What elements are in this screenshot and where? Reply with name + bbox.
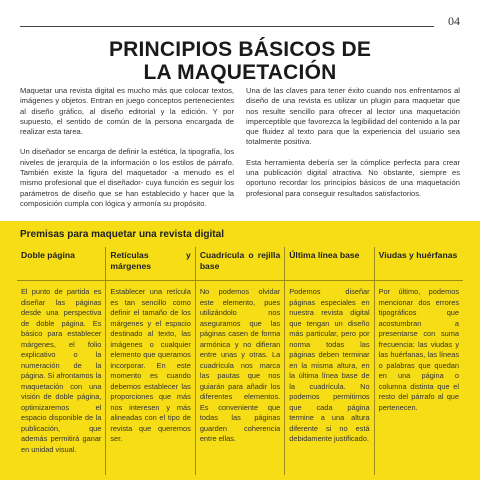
premisa-heading: Última línea base xyxy=(285,247,373,281)
premisa-doble-pagina xyxy=(17,247,106,475)
premisa-heading: Retículas y márgenes xyxy=(106,247,194,281)
premisa-body: Podemos diseñar páginas especiales en nuestra revista digital que tengan un diseño más particular, pero por norma todas las páginas deben terminar en la misma altura, en la última línea base de la cuadrícula. No podemos permitirnos que cada página termine a una altura diferente si no está debidamente justificado. xyxy=(289,287,370,443)
premisas-grid xyxy=(17,247,463,475)
page-number: 04 xyxy=(448,14,460,28)
header-rule xyxy=(20,26,434,27)
premisa-viudas xyxy=(375,247,463,475)
premisa-heading: Doble página xyxy=(17,247,105,281)
premisa-body: El punto de partida es diseñar las páginas desde una perspectiva de doble página. Es básico para establecer márgenes, el folio explicativo o la numeración de la página. Si afrontamos la maquetación con una visión de doble página, optimizaremos el espacio disponible de la publicación, que además permitirá ganar en unidad visual. xyxy=(21,287,102,454)
page-title-line-2: LA MAQUETACIÓN xyxy=(143,61,337,84)
premisas-title: Premisas para maquetar una revista digital xyxy=(20,229,224,240)
intro-column-right xyxy=(246,86,460,219)
premisa-body: No podemos olvidar este elemento, pues utilizándolo nos aseguramos que las páginas casen de forma armónica y no difieran entre unas y otras. La cuadrícula nos marca las pautas que nos guiarán para añadir los diferentes elementos. Es conveniente que todas las páginas guarden coherencia entre ellas. xyxy=(199,287,281,443)
premisa-heading: Cuadrícula o rejilla base xyxy=(196,247,284,281)
premisa-body: Establecer una retícula es tan sencillo como definir el tamaño de los márgenes y el espacio destinado al texto, las imágenes o cualquier elemento que queramos incorporar. En este momento es cuando debemos establecer las proporciones que más nos interesen y más alineadas con el tipo de revista que queremos ser. xyxy=(110,287,191,443)
intro-paragraph: Esta herramienta debería ser la cómplice perfecta para crear una publicación digital atractiva. No obstante, siempre es oportuno recordar los principios básicos de una maquetación profesional para conseguir resultados satisfactorios. xyxy=(246,157,460,198)
page-header xyxy=(20,14,460,28)
intro-paragraph: Una de las claves para tener éxito cuando nos enfrentamos al diseño de una revista es utilizar un plugin para maquetar que nos resulte sencillo para ofrecer al lector una maquetación imperceptible que favorezca la legibilidad del contenido a la par que fluidez al texto para que la experiencia del usuario sea totalmente positiva. xyxy=(246,86,460,147)
premisa-heading: Viudas y huérfanas xyxy=(375,247,463,281)
premisas-box xyxy=(0,221,480,480)
page-title xyxy=(0,38,480,84)
intro-paragraph: Maquetar una revista digital es mucho más que colocar textos, imágenes y objetos. Entran en juego conceptos pertenecientes al diseño gráfico, al diseño editorial y la edición. Y por supuesto, el sentido de común de la persona encargada de realizar esta tarea. xyxy=(20,86,234,137)
page-title-line-1: PRINCIPIOS BÁSICOS DE xyxy=(108,38,372,61)
premisa-ultima-linea xyxy=(285,247,374,475)
premisa-body: Por último, podemos mencionar dos errores tipográficos que acostumbran a presentarse con suma frecuencia: las viudas y las huérfanas, las líneas o palabras que quedan en una página o columna distinta que el resto del párrafo al que pertenecen. xyxy=(378,287,460,412)
intro-paragraph: Un diseñador se encarga de definir la estética, la tipografía, los niveles de jerarquía de la información o los estilos de párrafo. También existe la figura del maquetador -a menudo es el mismo profesional que el diseñador- cuya función es seguir los parámetros de diseño que se han establecido y hacer que la composición cumpla con lógica y armonía su propósito. xyxy=(20,147,234,208)
intro-text xyxy=(20,86,460,219)
premisa-reticulas xyxy=(106,247,195,475)
intro-column-left xyxy=(20,86,234,219)
premisa-cuadricula xyxy=(196,247,285,475)
